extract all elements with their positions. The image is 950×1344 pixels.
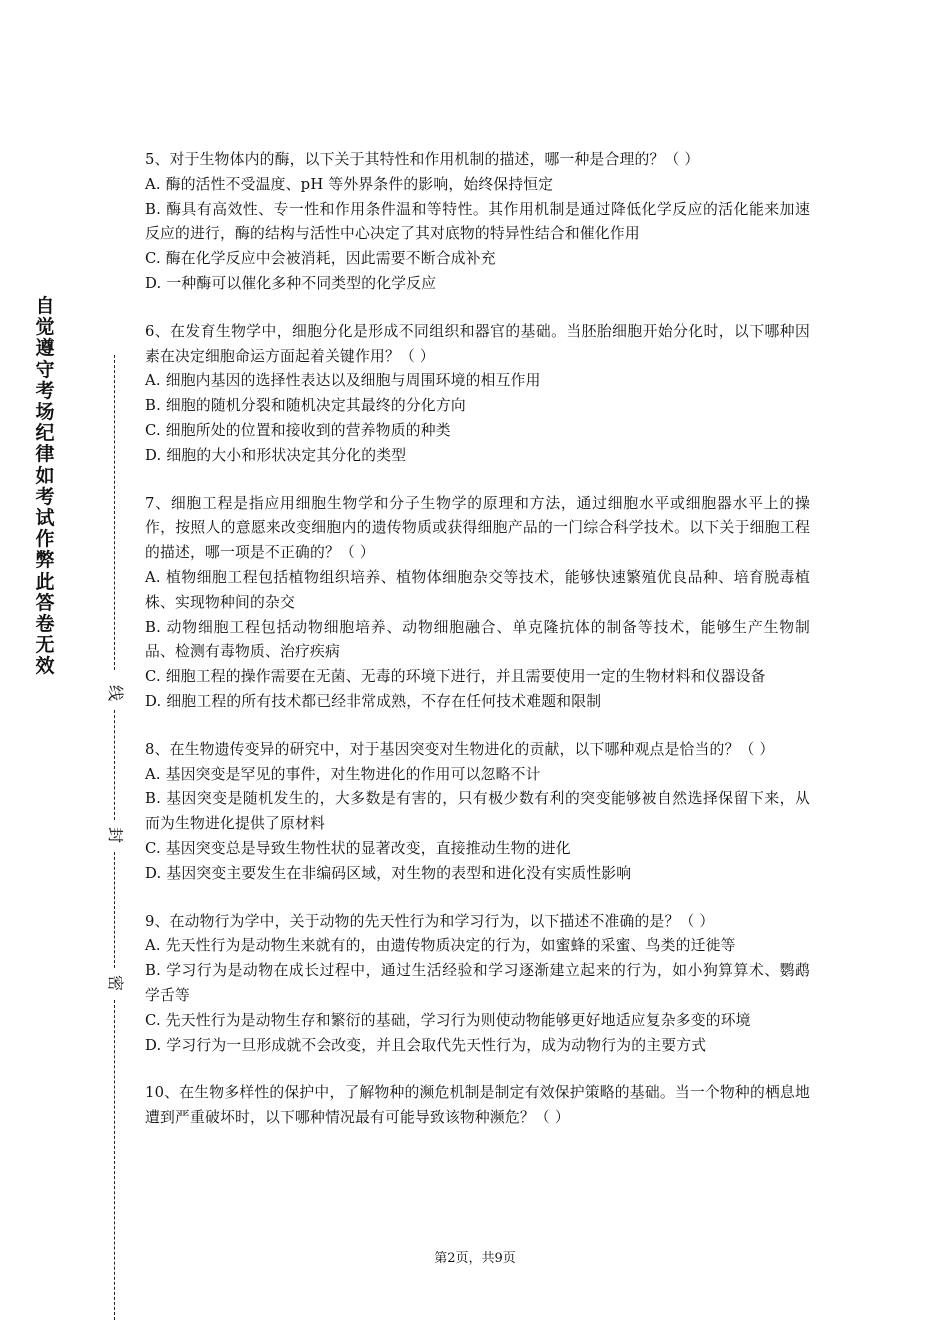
dashed-binding-line — [114, 852, 115, 968]
option-c: C. 先天性行为是动物生存和繁衍的基础，学习行为则使动物能够更好地适应复杂多变的环境 — [145, 1011, 751, 1029]
notice-char: 纪 — [35, 422, 55, 445]
seal-line-label: 线 — [106, 684, 125, 701]
question-stem: 5、对于生物体内的酶，以下关于其特性和作用机制的描述，哪一种是合理的？（ ） — [145, 151, 700, 168]
option-b: B. 基因突变是随机发生的，大多数是有害的，只有极少数有利的突变能够被自然选择保留下来，从而为生物进化提供了原材料 — [145, 790, 810, 833]
option-a: A. 植物细胞工程包括植物组织培养、植物体细胞杂交等技术，能够快速繁殖优良品种、培育脱毒植株、实现物种间的杂交 — [145, 568, 810, 611]
question-7 — [145, 492, 810, 715]
question-8 — [145, 738, 810, 887]
option-c: C. 细胞所处的位置和接收到的营养物质的种类 — [145, 421, 451, 439]
notice-char: 效 — [35, 655, 55, 678]
option-b: B. 酶具有高效性、专一性和作用条件温和等特性。其作用机制是通过降低化学反应的活化能来加速反应的进行，酶的结构与活性中心决定了其对底物的特异性结合和催化作用 — [145, 200, 810, 243]
option-b: B. 学习行为是动物在成长过程中，通过生活经验和学习逐渐建立起来的行为，如小狗算算术、鹦鹉学舌等 — [145, 962, 810, 1004]
option-d: D. 细胞的大小和形状决定其分化的类型 — [145, 446, 407, 464]
question-stem: 7、细胞工程是指应用细胞生物学和分子生物学的原理和方法，通过细胞水平或细胞器水平上的操作，按照人的意愿来改变细胞内的遗传物质或获得细胞产品的一门综合科学技术。以下关于细胞工程的描述，哪一项是不正确的？（ ） — [145, 494, 810, 562]
option-a: A. 基因突变是罕见的事件，对生物进化的作用可以忽略不计 — [145, 765, 541, 783]
notice-char: 此 — [35, 570, 55, 593]
option-a: A. 细胞内基因的选择性表达以及细胞与周围环境的相互作用 — [145, 372, 541, 390]
question-stem: 6、在发育生物学中，细胞分化是形成不同组织和器官的基础。当胚胎细胞开始分化时，以下哪种因素在决定细胞命运方面起着关键作用？（ ） — [145, 322, 810, 365]
option-d: D. 基因突变主要发生在非编码区域，对生物的表型和进化没有实质性影响 — [145, 864, 632, 882]
notice-char: 律 — [35, 443, 55, 466]
seal-label: 封 — [106, 826, 125, 843]
notice-char: 考 — [35, 485, 55, 508]
option-a: A. 先天性行为是动物生来就有的，由遗传物质决定的行为，如蜜蜂的采蜜、鸟类的迁徙等 — [145, 937, 736, 955]
page-number: 第2页，共9页 — [434, 1251, 516, 1266]
question-stem: 8、在生物遗传变异的研究中，对于基因突变对生物进化的贡献，以下哪种观点是恰当的？（ ） — [145, 740, 775, 758]
question-6 — [145, 320, 810, 469]
question-10 — [145, 1081, 810, 1131]
notice-char: 守 — [35, 358, 55, 381]
option-d: D. 学习行为一旦形成就不会改变，并且会取代先天性行为，成为动物行为的主要方式 — [145, 1036, 707, 1054]
dashed-binding-line — [114, 355, 115, 670]
option-d: D. 一种酶可以催化多种不同类型的化学反应 — [145, 274, 437, 292]
notice-char: 作 — [35, 528, 55, 551]
secret-label: 密 — [106, 974, 125, 991]
question-list — [145, 148, 810, 1154]
notice-char: 弊 — [35, 549, 55, 572]
question-9 — [145, 910, 810, 1059]
notice-char: 答 — [35, 591, 55, 614]
option-c: C. 酶在化学反应中会被消耗，因此需要不断合成补充 — [145, 250, 496, 268]
option-b: B. 细胞的随机分裂和随机决定其最终的分化方向 — [145, 397, 466, 415]
option-d: D. 细胞工程的所有技术都已经非常成熟，不存在任何技术难题和限制 — [145, 692, 602, 710]
question-stem: 10、在生物多样性的保护中，了解物种的濒危机制是制定有效保护策略的基础。当一个物种的栖息地遭到严重破坏时，以下哪种情况最有可能导致该物种濒危？（ ） — [145, 1084, 810, 1127]
notice-char: 试 — [35, 507, 55, 530]
notice-char: 卷 — [35, 613, 55, 636]
notice-char: 无 — [35, 634, 55, 657]
notice-char: 觉 — [35, 316, 55, 339]
option-a: A. 酶的活性不受温度、pH 等外界条件的影响，始终保持恒定 — [145, 175, 554, 193]
notice-char: 遵 — [35, 337, 55, 360]
notice-char: 场 — [35, 401, 55, 424]
question-5 — [145, 148, 810, 297]
question-stem: 9、在动物行为学中，关于动物的先天性行为和学习行为，以下描述不准确的是？（ ） — [145, 912, 715, 930]
notice-char: 考 — [35, 379, 55, 402]
option-c: C. 基因突变总是导致生物性状的显著改变，直接推动生物的进化 — [145, 839, 571, 857]
dashed-binding-line — [114, 1000, 115, 1320]
option-c: C. 细胞工程的操作需要在无菌、无毒的环境下进行，并且需要使用一定的生物材料和仪器设备 — [145, 668, 766, 686]
notice-char: 自 — [35, 295, 55, 317]
notice-char: 如 — [35, 464, 55, 487]
dashed-binding-line — [114, 710, 115, 820]
option-b: B. 动物细胞工程包括动物细胞培养、动物细胞融合、单克隆抗体的制备等技术，能够生产生物制品、检测有毒物质、治疗疾病 — [145, 618, 810, 661]
exam-discipline-notice — [34, 296, 56, 678]
